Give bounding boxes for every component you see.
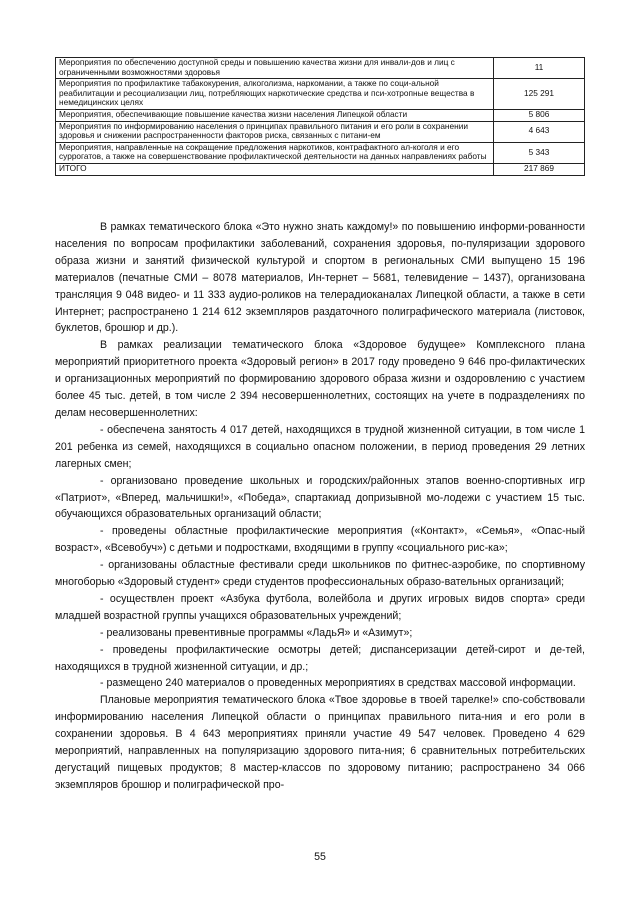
table-cell-description: Мероприятия по информированию населения о принципах правильного питания и его роли в сохранении здоровья и снижении распространенности факторов риска, связанных с питани-ем [56,121,494,142]
table-cell-value: 125 291 [494,79,585,110]
table-row [56,79,585,110]
paragraph-info-block: В рамках тематического блока «Это нужно знать каждому!» по повышению информи-рованности населения по вопросам профилактики заболеваний, сохранения здоровья, по-пуляризации здорового образа жизни и занятий физической культурой и спортом в региональных СМИ выпущено 15 196 материалов (печатные СМИ – 8078 материалов, Ин-тернет – 5681, телевидение – 1437), организована трансляция 9 048 видео- и 11 333 аудио-роликов на телерадиоканалах Липецкой области, а также в сети Интернет; распространено 1 214 612 экземпляров раздаточного полиграфического материала (листовок, буклетов, брошюр и др.). [55,221,585,335]
list-item: - проведены областные профилактические мероприятия («Контакт», «Семья», «Опас-ный возраст», «Всевобуч») с детьми и подростками, входящими в группу «социального рис-ка»; [55,525,585,555]
paragraph-healthy-future: В рамках реализации тематического блока «Здоровое будущее» Комплексного плана мероприятий приоритетного проекта «Здоровый регион» в 2017 году проведено 9 646 про-филактических и организационных мероприятий по формированию здорового образа жизни и оздоровлению с участием более 45 тыс. детей, в том числе 2 394 несовершеннолетних, состоящих на учете в подразделениях по делам несовершеннолетних: [55,339,585,419]
table-row [56,109,585,121]
table-body [56,58,585,176]
table-row [56,142,585,163]
table-total-row [56,163,585,175]
table-row [56,58,585,79]
table-cell-description: Мероприятия, обеспечивающие повышение качества жизни населения Липецкой области [56,109,494,121]
body-text [55,219,585,794]
list-item: - проведены профилактические осмотры детей; диспансеризации детей-сирот и де-тей, находящихся в трудной жизненной ситуации, и др.; [55,643,585,673]
paragraph-nutrition-block: Плановые мероприятия тематического блока «Твое здоровье в твоей тарелке!» спо-собствовали информированию населения Липецкой области о принципах правильного пита-ния и его роли в сохранении здоровья. В 4 643 мероприятиях приняли участие 49 547 человек. Проведено 4 629 мероприятий, направленных на популяризацию здорового пита-ния; 6 сравнительных потребительских дегустаций пищевых продуктов; 8 мастер-классов по здоровому питанию; распространено 34 066 экземпляров брошюр и полиграфической про- [55,694,585,791]
table-cell-value: 5 806 [494,109,585,121]
list-item: - размещено 240 материалов о проведенных мероприятиях в средствах массовой информации. [100,677,576,690]
list-item: - организованы областные фестивали среди школьников по фитнес-аэробике, по спортивному многоборью «Здоровый студент» среди студентов профессиональных образо-вательных организаций; [55,559,585,589]
table-cell-value: 217 869 [494,163,585,175]
list-item: - обеспечена занятость 4 017 детей, находящихся в трудной жизненной ситуации, в том числе 1 201 ребенка из семей, находящихся в социально опасном положении, в период проведения 29 летних лагерных смен; [55,423,585,470]
table-cell-value: 11 [494,58,585,79]
report-table [55,57,585,176]
table-row [56,121,585,142]
table-cell-description: Мероприятия, направленные на сокращение предложения наркотиков, контрафактного ал-коголя и его суррогатов, а также на совершенствование профилактической деятельности на данных направлениях работы [56,142,494,163]
table-cell-value: 5 343 [494,142,585,163]
table-cell-description: Мероприятия по профилактике табакокурения, алкоголизма, наркомании, а также по соци-альной реабилитации и ресоциализации лиц, потребляющих наркотические средства и пси-хотропные вещества в немедицинских целях [56,79,494,110]
table-cell-description: ИТОГО [56,163,494,175]
list-item: - организовано проведение школьных и городских/районных этапов военно-спортивных игр «Патриот», «Вперед, мальчишки!», «Победа», спартакиад допризывной мо-лодежи с участием 15 тыс. обучающихся образовательных организаций области; [55,474,585,521]
list-item: - реализованы превентивные программы «ЛадьЯ» и «Азимут»; [100,626,413,639]
table-cell-description: Мероприятия по обеспечению доступной среды и повышению качества жизни для инвали-дов и лиц с ограниченными возможностями здоровья [56,58,494,79]
list-item: - осуществлен проект «Азбука футбола, волейбола и других игровых видов спорта» среди младшей возрастной группы учащихся образовательных учреждений; [55,592,585,622]
table-cell-value: 4 643 [494,121,585,142]
page-number: 55 [314,851,326,863]
